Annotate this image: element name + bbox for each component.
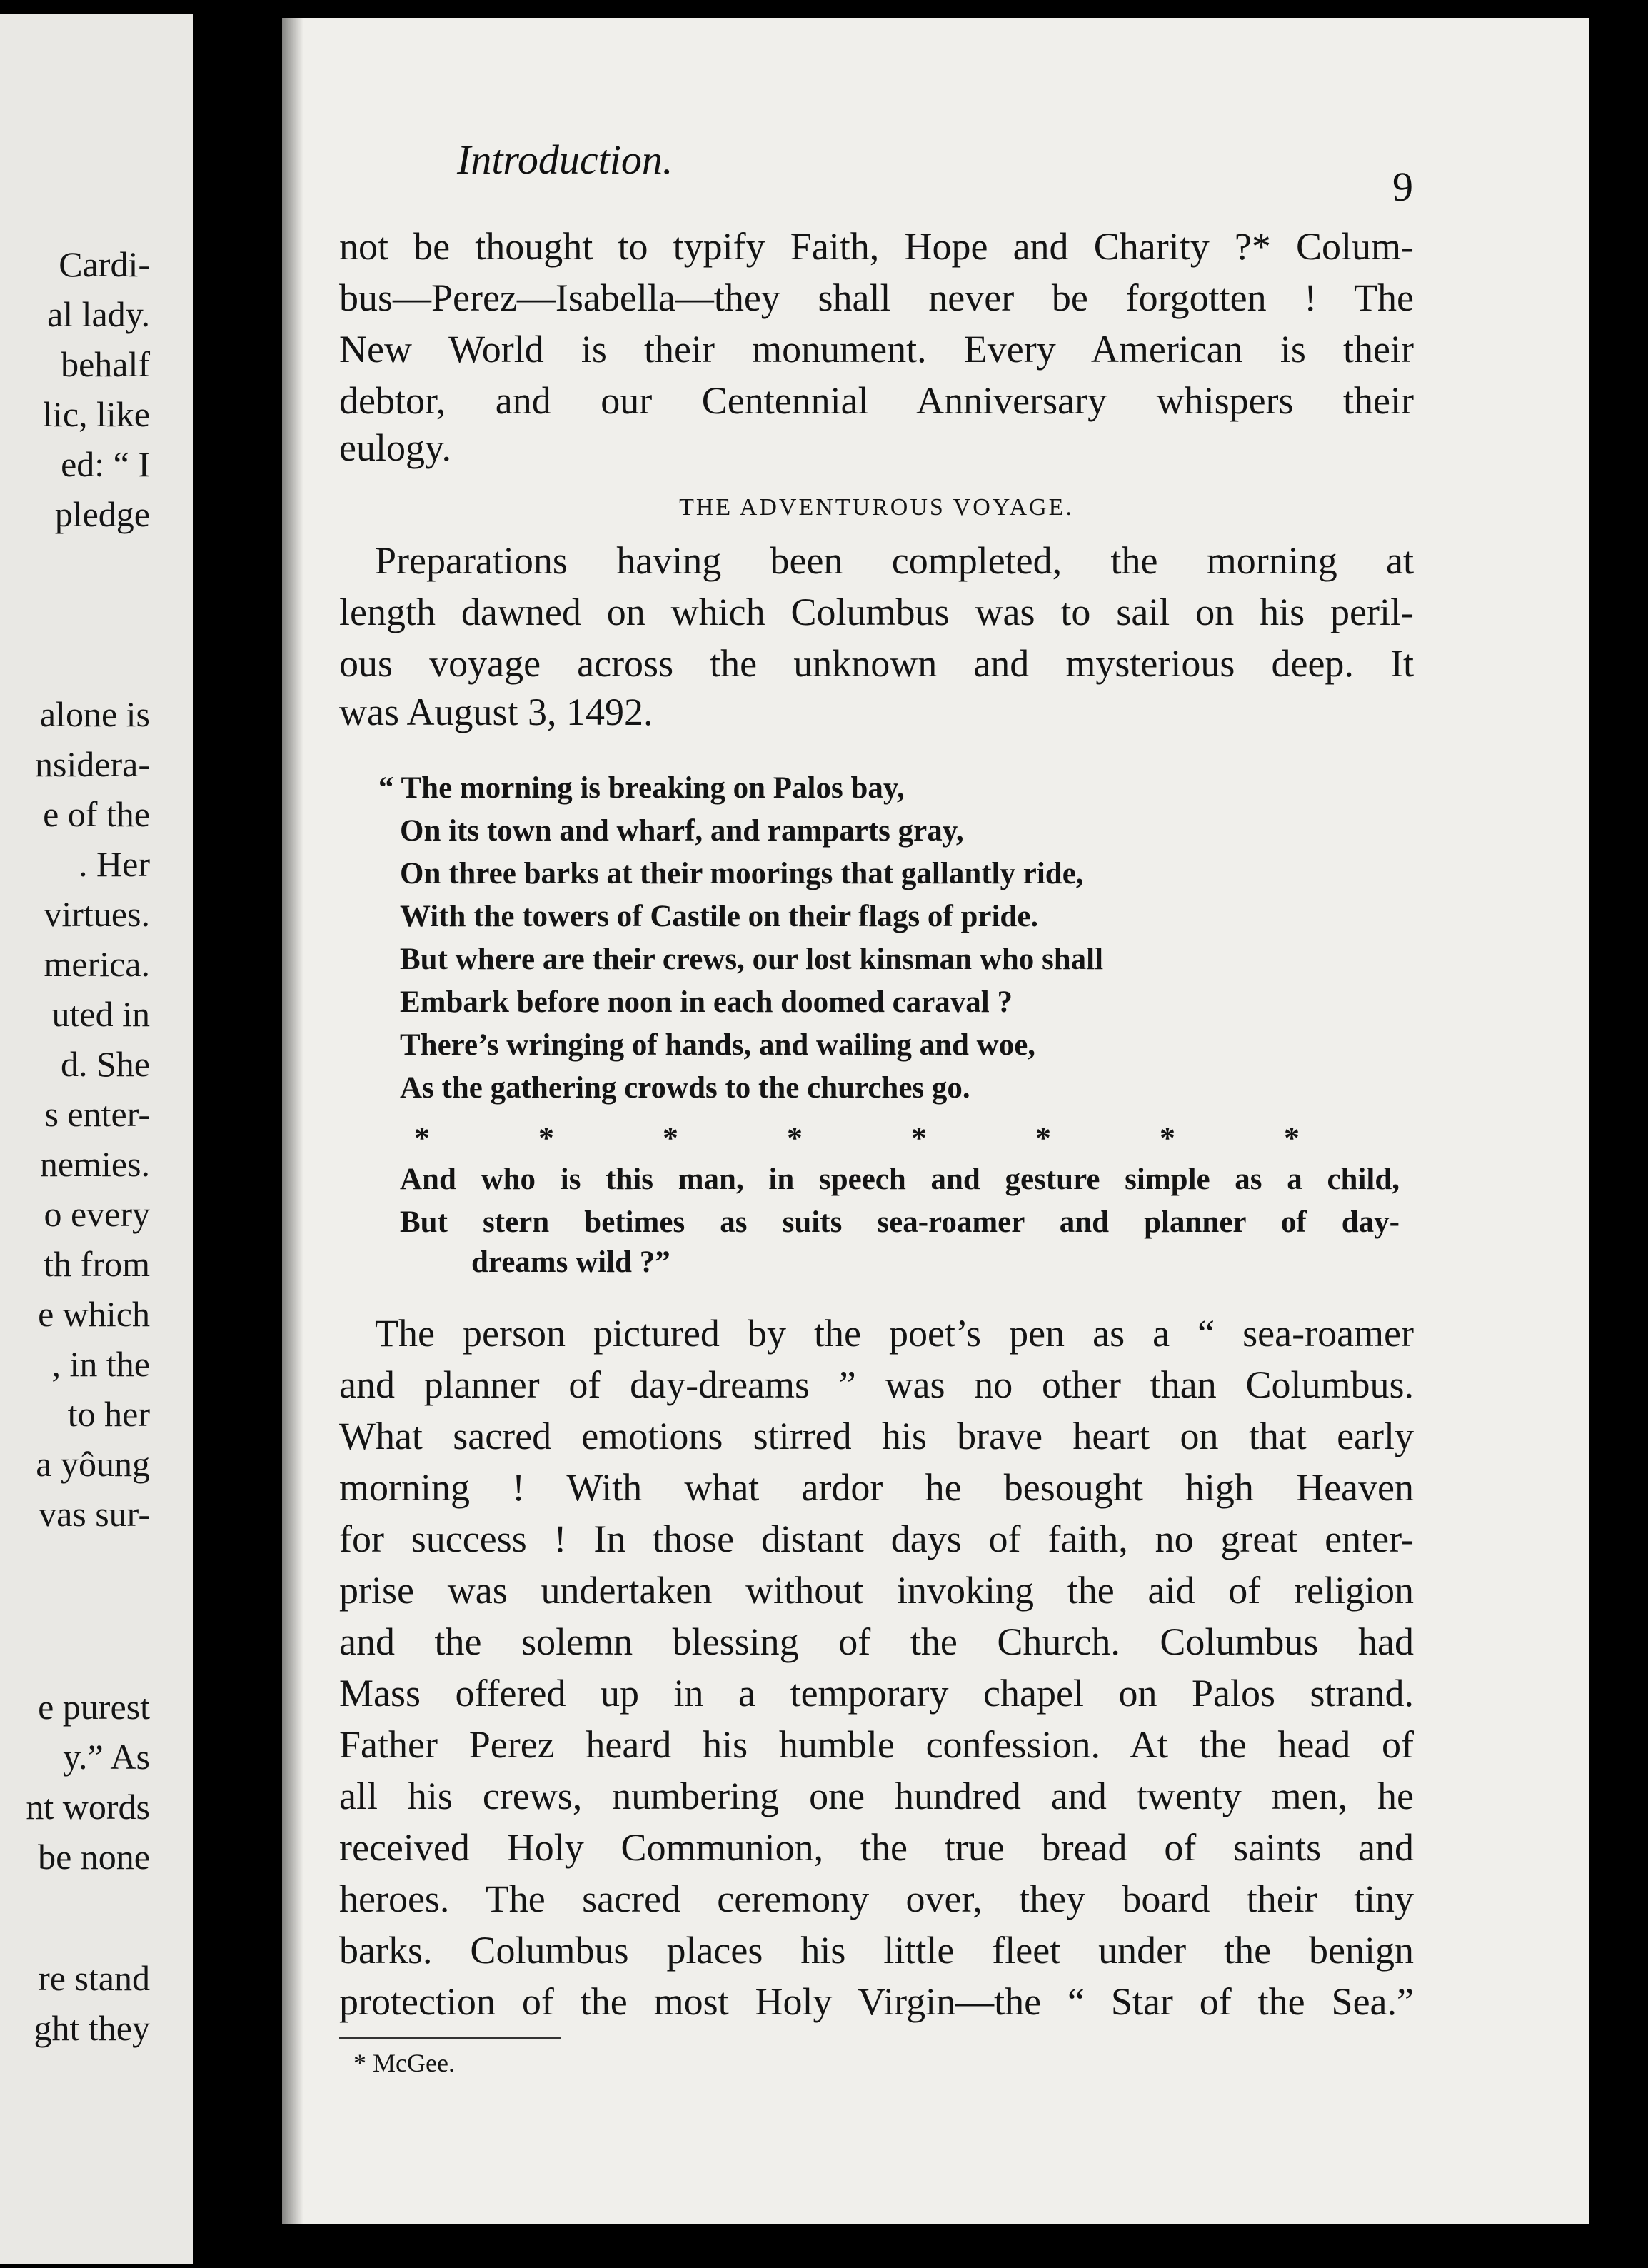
text-line: The person pictured by the poet’s pen as a “ sea-roamer: [375, 1312, 1414, 1355]
verse-line: On three barks at their moorings that gallantly ride,: [400, 857, 1084, 890]
text-line: Preparations having been completed, the morning at: [375, 539, 1414, 582]
text-line: prise was undertaken without invoking the aid of religion: [339, 1569, 1414, 1612]
text-line: bus—Perez—Isabella—they shall never be forgotten ! The: [339, 276, 1414, 319]
left-page-line: nt words: [26, 1787, 150, 1827]
star: *: [538, 1120, 554, 1155]
verse-line: There’s wringing of hands, and wailing and woe,: [400, 1028, 1036, 1062]
left-page-line: re stand: [38, 1958, 150, 1998]
text-line: ous voyage across the unknown and mysterious deep. It: [339, 642, 1414, 685]
left-page-line: th from: [44, 1244, 150, 1284]
left-page-line: a yôung: [36, 1444, 150, 1484]
star: *: [414, 1120, 430, 1155]
verse-line: dreams wild ?”: [471, 1245, 670, 1279]
left-page-line: merica.: [44, 944, 150, 984]
text-line: not be thought to typify Faith, Hope and Charity ?* Colum-: [339, 225, 1414, 268]
text-line: length dawned on which Columbus was to sail on his peril-: [339, 591, 1414, 633]
text-line: all his crews, numbering one hundred and twenty men, he: [339, 1775, 1414, 1817]
left-page-line: pledge: [54, 494, 150, 534]
left-page-line: d. She: [61, 1044, 150, 1084]
text-line: protection of the most Holy Virgin—the “ Star of the Sea.”: [339, 1980, 1414, 2023]
left-page-line: uted in: [51, 994, 150, 1034]
left-page-line: vas sur-: [39, 1494, 150, 1534]
left-page-line: , in the: [51, 1344, 150, 1384]
text-line: and planner of day-dreams ” was no other than Columbus.: [339, 1363, 1414, 1406]
left-page-line: to her: [67, 1394, 150, 1434]
text-line: New World is their monument. Every American is their: [339, 328, 1414, 371]
star: *: [1284, 1120, 1300, 1155]
running-head: Introduction.: [457, 136, 673, 183]
verse-line: On its town and wharf, and ramparts gray,: [400, 814, 964, 848]
verse-line: But where are their crews, our lost kinsman who shall: [400, 943, 1104, 976]
text-line: eulogy.: [339, 426, 451, 469]
star: *: [1035, 1120, 1051, 1155]
left-page-line: virtues.: [44, 894, 150, 934]
footnote-rule: [339, 2037, 561, 2039]
left-page-fragment: [0, 14, 193, 2264]
text-line: What sacred emotions stirred his brave heart on that early: [339, 1415, 1414, 1457]
star: *: [1160, 1120, 1175, 1155]
left-page-line: y.” As: [63, 1737, 150, 1777]
left-page-line: be none: [38, 1837, 150, 1877]
left-page-line: al lady.: [47, 294, 150, 334]
text-line: Mass offered up in a temporary chapel on Palos strand.: [339, 1672, 1414, 1715]
left-page-line: e of the: [43, 794, 150, 834]
left-page-line: nsidera-: [34, 744, 150, 784]
left-page-line: e purest: [38, 1687, 150, 1727]
verse-line: As the gathering crowds to the churches go.: [400, 1071, 970, 1105]
ellipsis-stars: [414, 1120, 1300, 1156]
text-line: was August 3, 1492.: [339, 691, 653, 733]
left-page-line: . Her: [79, 844, 150, 884]
verse-line: Embark before noon in each doomed caraval ?: [400, 985, 1013, 1019]
left-page-line: ght they: [34, 2008, 150, 2048]
text-line: barks. Columbus places his little fleet under the benign: [339, 1929, 1414, 1972]
star: *: [663, 1120, 678, 1155]
verse-line: “ The morning is breaking on Palos bay,: [378, 771, 905, 805]
left-page-line: nemies.: [39, 1144, 150, 1184]
text-line: Father Perez heard his humble confession. At the head of: [339, 1723, 1414, 1766]
text-line: for success ! In those distant days of faith, no great enter-: [339, 1517, 1414, 1560]
left-page-line: s enter-: [44, 1094, 150, 1134]
left-page-line: behalf: [61, 344, 150, 384]
left-page-line: ed: “ I: [61, 444, 150, 484]
star: *: [787, 1120, 803, 1155]
left-page-line: o every: [44, 1194, 150, 1234]
text-line: heroes. The sacred ceremony over, they board their tiny: [339, 1877, 1414, 1920]
text-line: and the solemn blessing of the Church. Columbus had: [339, 1620, 1414, 1663]
text-line: morning ! With what ardor he besought high Heaven: [339, 1466, 1414, 1509]
left-page-line: e which: [38, 1294, 150, 1334]
left-page-line: Cardi-: [59, 244, 150, 284]
section-heading: THE ADVENTUROUS VOYAGE.: [679, 494, 1074, 521]
verse-line: But stern betimes as suits sea-roamer and planner of day-: [400, 1205, 1400, 1239]
star: *: [911, 1120, 927, 1155]
page-number: 9: [1392, 164, 1413, 210]
verse-line: And who is this man, in speech and gesture simple as a child,: [400, 1163, 1400, 1196]
text-line: debtor, and our Centennial Anniversary whispers their: [339, 379, 1414, 422]
text-line: received Holy Communion, the true bread of saints and: [339, 1826, 1414, 1869]
left-page-line: lic, like: [43, 394, 150, 434]
gutter-shadow: [282, 18, 303, 2224]
left-page-line: alone is: [39, 694, 150, 734]
verse-line: With the towers of Castile on their flags of pride.: [400, 900, 1039, 933]
footnote: * McGee.: [353, 2049, 455, 2077]
